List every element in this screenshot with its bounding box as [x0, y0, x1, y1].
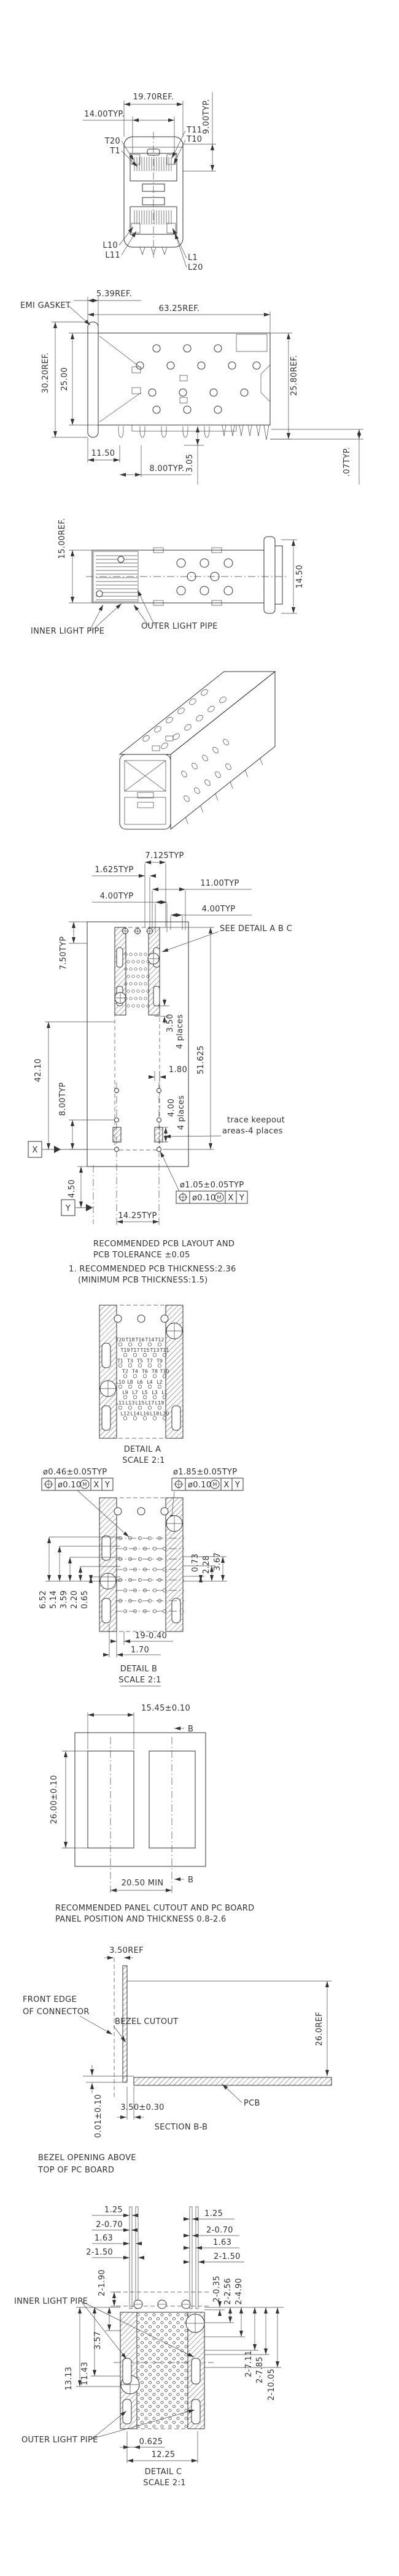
pin-label: T3: [127, 1358, 133, 1364]
pin-label: T15: [140, 1347, 150, 1354]
dim-c-left-3: 2-1.50: [86, 2248, 113, 2257]
dim-rear-inner: 14.00TYP.: [84, 110, 125, 119]
dim-180: 1.80: [168, 1065, 188, 1075]
dim-1425: 14.25TYP: [118, 1211, 157, 1221]
pcb-outline: [87, 922, 188, 1167]
dim-c-left-0: 1.25: [104, 2206, 123, 2215]
pin-l1-label: L1: [188, 253, 198, 263]
dim-400b: 4.00TYP: [201, 905, 236, 914]
dim-400-places: 4 places: [177, 1095, 186, 1130]
pin-label: L6: [137, 1379, 143, 1385]
dim-height-overall: 30.20REF.: [41, 352, 50, 394]
pin-label: L8: [127, 1379, 133, 1385]
dim-4210: 42.10: [34, 1058, 43, 1083]
pcb-layout-view: [28, 851, 292, 1285]
fcf-modifier: M: [217, 1195, 222, 1200]
pcb-note-2: (MINIMUM PCB THICKNESS:1.5): [78, 1276, 208, 1285]
pin-label: T10: [160, 1368, 169, 1374]
inner-light-pipe-label: INNER LIGHT PIPE: [14, 2297, 88, 2306]
dim-min-spacing: 20.50 MIN: [121, 1879, 164, 1888]
dim-pcb-setback: 3.50±0.30: [120, 2103, 165, 2112]
outer-light-pipe-label: OUTER LIGHT PIPE: [21, 2436, 98, 2445]
fcf-tolerance: ø0.10: [58, 1481, 82, 1490]
standoff-holes: [115, 1089, 161, 1152]
dim-514: 5.14: [49, 1590, 58, 1609]
dim-350-places: 4 places: [176, 1014, 185, 1049]
pin-label: L9: [122, 1390, 128, 1395]
dim-rear-width: 19.70REF.: [133, 93, 174, 102]
pin-label: T5: [137, 1358, 143, 1364]
fcf-datum-1: X: [223, 1481, 230, 1490]
dim-opening-height: 26.0REF: [315, 2012, 324, 2046]
pin-label: T20: [115, 1337, 125, 1343]
detail-b-scale: SCALE 2:1: [118, 1676, 161, 1685]
feature-control-frame-small: [42, 1478, 113, 1490]
detail-a-title: DETAIL A: [123, 1445, 161, 1454]
fcf-datum-1: X: [93, 1481, 99, 1490]
pin-label: L15: [135, 1400, 145, 1406]
outer-light-pipe-label: OUTER LIGHT PIPE: [141, 622, 218, 631]
dim-c-right-0: 1.25: [204, 2209, 223, 2218]
dim-flush: 0.01±0.10: [94, 2094, 103, 2138]
panel-caption-2: PANEL POSITION AND THICKNESS 0.8-2.6: [55, 1915, 227, 1924]
pin-t10-label: T10: [187, 135, 203, 144]
dim-652: 6.52: [39, 1590, 48, 1609]
fcf-datum-2: Y: [104, 1481, 110, 1490]
iso-side-face: [171, 672, 275, 829]
dim-c-right-1: 2-0.70: [206, 2226, 233, 2235]
pin-label: T17: [130, 1347, 140, 1354]
inner-light-pipe-left: [130, 2207, 132, 2309]
dim-1313: 13.13: [64, 2366, 74, 2391]
pin-label: T12: [155, 1337, 165, 1343]
dim-228: 2.28: [202, 1555, 211, 1574]
bezel-cutout-label: BEZEL CUTOUT: [115, 2017, 179, 2026]
dim-1143: 11.43: [80, 2361, 90, 2386]
detail-b-title: DETAIL B: [120, 1665, 158, 1674]
hole-callout: ø1.05±0.05TYP: [180, 1181, 244, 1190]
pin-label: L13: [125, 1400, 135, 1406]
dim-bezel-offset: 3.50REF: [109, 1946, 144, 1955]
panel-cutout-view: [50, 1704, 254, 1924]
dim-2190: 2-1.90: [98, 2269, 107, 2296]
detail-c-title: DETAIL C: [144, 2467, 182, 2477]
keepout-note-1: trace keepout: [227, 1116, 285, 1125]
datum-x-triangle: [54, 1146, 61, 1153]
front-edge-label-2: OF CONNECTOR: [23, 2007, 90, 2017]
pin-label: L4: [147, 1379, 153, 1385]
dim-c-left-2: 1.63: [94, 2234, 113, 2243]
rear-view: [83, 92, 216, 272]
emi-gasket-outline: [88, 322, 98, 437]
dim-0625: 0.625: [139, 2437, 163, 2447]
trace-keepout-left: [113, 1127, 121, 1142]
dim-220: 2.20: [70, 1590, 79, 1609]
detail-a-pin-grid: [115, 1337, 169, 1420]
datum-x-label: X: [32, 1146, 38, 1155]
pin-label: T1: [117, 1358, 123, 1364]
detail-a-scale: SCALE 2:1: [122, 1456, 165, 1465]
feature-control-frame-large: [172, 1478, 243, 1490]
position-tolerance-icon: [178, 1192, 188, 1202]
pin-label: T4: [132, 1368, 138, 1374]
bezel-opening-caption-1: BEZEL OPENING ABOVE: [38, 2153, 136, 2163]
pin-label: T6: [142, 1368, 148, 1374]
dim-51625: 51.625: [196, 1045, 206, 1075]
pin-label: L7: [132, 1390, 138, 1395]
dim-065: 0.65: [80, 1590, 90, 1609]
dim-1225: 12.25: [151, 2450, 176, 2459]
pcb-caption-1: RECOMMENDED PCB LAYOUT AND: [93, 1240, 235, 1249]
dim-2711: 2-7.11: [244, 2350, 254, 2377]
detail-c-pin-field: [137, 2312, 188, 2429]
pin-t20-label: T20: [104, 137, 120, 146]
pin-l11-label: L11: [105, 251, 120, 260]
dim-450: 4.50: [68, 1179, 77, 1198]
pin-hole-field: [125, 953, 149, 1007]
isometric-view: [120, 672, 275, 829]
pin-label: T7: [147, 1358, 153, 1364]
dim-19040: 19-0.40: [134, 1631, 168, 1641]
mount-holes-top: [122, 927, 153, 935]
fcf-tolerance: ø0.10: [188, 1481, 212, 1490]
dim-750: 7.50TYP: [59, 936, 68, 970]
iso-louver-holes: [142, 688, 263, 824]
dim-1625: 1.625TYP: [95, 865, 134, 875]
fcf-datum-2: Y: [239, 1194, 245, 1203]
fcf-datum-1: X: [228, 1194, 234, 1203]
trace-keepout-right: [155, 1127, 163, 1142]
pin-label: L2: [157, 1379, 163, 1385]
dim-panel-height: 26.00±0.10: [50, 1774, 59, 1825]
panel-caption-1: RECOMMENDED PANEL CUTOUT AND PC BOARD: [55, 1904, 255, 1913]
pin-label: L17: [145, 1400, 155, 1406]
detail-c-scale: SCALE 2:1: [143, 2478, 186, 2488]
dim-800: 8.00TYP: [58, 1082, 68, 1116]
inner-light-pipe-label: INNER LIGHT PIPE: [31, 627, 105, 636]
dim-367: 3.67: [213, 1552, 222, 1571]
pin-label: L11: [115, 1400, 125, 1406]
dim-gasket: 5.39REF.: [96, 289, 133, 299]
dim-400c: 4.00: [167, 1098, 176, 1117]
dim-357: 3.57: [93, 2331, 103, 2350]
dim-panel-width: 15.45±0.10: [141, 1704, 191, 1713]
pin-label: L19: [155, 1400, 165, 1406]
keepout-note-2: areas-4 places: [222, 1127, 283, 1136]
press-fit-pins: [222, 425, 269, 440]
panel-outline: [75, 1733, 206, 1866]
pin-l10-label: L10: [103, 241, 118, 250]
pin-label: T19: [120, 1347, 130, 1354]
pin-label: L20: [160, 1411, 169, 1417]
detail-a-view: [99, 1305, 183, 1465]
pcb-section: [134, 2077, 331, 2085]
dim-bottom-height: 15.00REF.: [58, 518, 67, 559]
detail-b-view: [39, 1468, 243, 1686]
pin-label: L1: [161, 1390, 168, 1395]
fcf-tolerance: ø0.10: [192, 1194, 216, 1203]
pin-label: T16: [135, 1337, 145, 1343]
front-edge-label-1: FRONT EDGE: [23, 1995, 77, 2004]
pin-label: L3: [152, 1390, 158, 1395]
dim-2490: 2-4.90: [234, 2278, 244, 2305]
pin-t11-label: T11: [187, 126, 203, 135]
dim-2035: 2-0.35: [212, 2275, 222, 2302]
pin-label: T9: [157, 1358, 163, 1364]
dim-pin-pitch: 8.00TYP.: [149, 464, 185, 473]
side-view: [20, 289, 363, 485]
feature-control-frame: [176, 1191, 247, 1203]
inner-light-pipe-right: [190, 2207, 192, 2309]
pin-label: T13: [150, 1347, 160, 1354]
fcf-modifier: M: [212, 1482, 217, 1487]
pcb-label: PCB: [244, 2099, 260, 2108]
position-tolerance-icon: [44, 1479, 53, 1489]
section-arrow-b-bottom: B: [188, 1876, 194, 1885]
cutout-left: [88, 1751, 134, 1848]
dim-073: 0.73: [191, 1553, 200, 1573]
emi-gasket-label: EMI GASKET: [20, 301, 71, 310]
pin-l20-label: L20: [188, 263, 203, 272]
position-tolerance-icon: [174, 1479, 184, 1489]
fcf-modifier: M: [82, 1482, 87, 1487]
cutout-right: [149, 1751, 195, 1848]
dim-length: 63.25REF.: [158, 304, 200, 313]
pin-label: L18: [150, 1411, 160, 1417]
callout-large-hole: ø1.85±0.05TYP: [173, 1468, 238, 1477]
dim-c-right-2: 1.63: [213, 2238, 232, 2247]
dim-rear-height: 9.00TYP.: [202, 99, 211, 134]
dim-1100: 11.00TYP: [200, 879, 239, 888]
bezel-opening-caption-2: TOP OF PC BOARD: [38, 2166, 115, 2175]
see-detail-note: SEE DETAIL A B C: [220, 924, 293, 933]
pin-label: T2: [122, 1368, 128, 1374]
pin-label: T18: [125, 1337, 135, 1343]
dim-height-body: 25.00: [60, 367, 69, 391]
dim-tail: 3.05: [185, 453, 195, 473]
louver-holes: [136, 345, 260, 413]
section-arrow-b-top: B: [188, 1725, 194, 1734]
dim-21005: 2-10.05: [267, 2368, 276, 2401]
detail-c-view: [14, 2206, 284, 2488]
rear-flange: [264, 537, 275, 613]
pin-label: L12: [120, 1411, 130, 1417]
datum-y-label: Y: [65, 1204, 71, 1213]
pin-label: T11: [160, 1347, 169, 1354]
fcf-datum-2: Y: [234, 1481, 241, 1490]
pin-label: T14: [145, 1337, 155, 1343]
pcb-note-1: 1. RECOMMENDED PCB THICKNESS:2.36: [69, 1265, 236, 1274]
dim-350: 3.50: [166, 1013, 175, 1033]
dim-height-rear: 25.80REF.: [290, 355, 299, 396]
dim-359: 3.59: [60, 1590, 69, 1609]
dim-2256: 2-2.56: [223, 2278, 233, 2305]
dim-c-left-1: 2-0.70: [96, 2220, 123, 2229]
dim-standoff: .07TYP.: [343, 447, 352, 477]
pin-t1-label: T1: [110, 147, 120, 156]
contact-combs: [134, 157, 171, 224]
dim-170: 1.70: [130, 1646, 150, 1655]
pin-label: L5: [142, 1390, 148, 1395]
bottom-view: [31, 518, 304, 636]
pin-label: T8: [152, 1368, 158, 1374]
pin-label: L10: [115, 1379, 125, 1385]
pin-label: L14: [130, 1411, 140, 1417]
dim-400a: 4.00TYP: [99, 892, 134, 901]
iso-front-face: [120, 754, 171, 829]
pcb-caption-2: PCB TOLERANCE ±0.05: [93, 1251, 190, 1260]
dim-c-right-3: 2-1.50: [214, 2252, 241, 2261]
section-bb-view: [23, 1946, 331, 2175]
section-bb-title: SECTION B-B: [154, 2123, 208, 2132]
dim-7125: 7.125TYP: [145, 851, 184, 861]
callout-small-hole: ø0.46±0.05TYP: [43, 1468, 107, 1477]
pin-label: L16: [140, 1411, 150, 1417]
dim-opening: 14.50: [295, 564, 304, 589]
bottom-holes: [177, 559, 233, 595]
dim-2785: 2-7.85: [255, 2356, 265, 2383]
iso-top-face: [120, 672, 275, 754]
dim-pin-offset: 11.50: [91, 449, 115, 458]
